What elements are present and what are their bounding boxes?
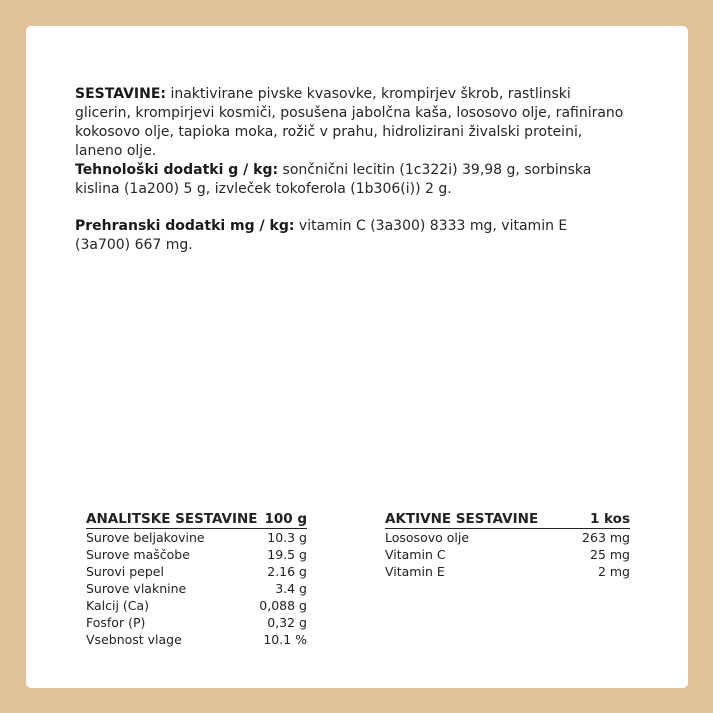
- analytical-constituents-table: [86, 511, 307, 648]
- analytical-header-value: 100 g: [259, 511, 307, 529]
- nutritional-additives-label: Prehranski dodatki mg / kg:: [75, 218, 295, 234]
- row-name: Vsebnost vlage: [86, 632, 182, 647]
- active-header-name: AKTIVNE SESTAVINE: [385, 511, 572, 529]
- table-row: [86, 580, 307, 597]
- active-header-value: 1 kos: [572, 511, 630, 529]
- row-name: Surove vlaknine: [86, 581, 187, 596]
- table-row: [385, 529, 630, 547]
- row-value: 0,088 g: [259, 598, 307, 613]
- table-row: [86, 563, 307, 580]
- analytical-header-name: ANALITSKE SESTAVINE: [86, 511, 258, 527]
- row-name: Lososovo olje: [385, 530, 470, 545]
- row-name: Surove beljakovine: [86, 530, 205, 545]
- active-ingredients-table: [385, 511, 630, 580]
- table-row: [86, 614, 307, 631]
- table-row: [86, 631, 307, 648]
- table-header-row: [385, 511, 630, 529]
- technological-additives-label: Tehnološki dodatki g / kg:: [75, 162, 279, 178]
- row-value: 263 mg: [582, 530, 630, 545]
- table-header-row: [86, 511, 307, 529]
- row-value: 19.5 g: [267, 547, 307, 562]
- row-name: Vitamin C: [385, 547, 446, 562]
- technological-additives-paragraph: [75, 161, 625, 199]
- table-row: [385, 563, 630, 580]
- table-row: [86, 597, 307, 614]
- row-value: 10.3 g: [267, 530, 307, 545]
- row-value: 10.1 %: [263, 632, 307, 647]
- row-value: 3.4 g: [275, 581, 307, 596]
- row-name: Surovi pepel: [86, 564, 164, 579]
- table-row: [86, 546, 307, 563]
- row-value: 2 mg: [597, 564, 630, 579]
- row-name: Vitamin E: [385, 564, 445, 579]
- row-value: 25 mg: [590, 547, 630, 562]
- row-name: Fosfor (P): [86, 615, 146, 630]
- row-name: Surove maščobe: [86, 547, 190, 562]
- ingredients-text: inaktivirane pivske kvasovke, krompirjev škrob, rastlinski glicerin, krompirjevi kosmiči, posušena jabolčna kaša, lososovo olje, rafinirano kokosovo olje, tapioka moka, rožič v prahu, hidrolizirani živalski proteini, laneno olje.: [75, 86, 624, 159]
- ingredients-label: SESTAVINE:: [75, 86, 166, 102]
- row-value: 0,32 g: [267, 615, 307, 630]
- label-card: [26, 26, 688, 688]
- table-row: [86, 529, 307, 547]
- table-row: [385, 546, 630, 563]
- nutritional-additives-text: vitamin C (3a300) 8333 mg, vitamin E (3a700) 667 mg.: [75, 218, 568, 253]
- row-value: 2.16 g: [267, 564, 307, 579]
- row-name: Kalcij (Ca): [86, 598, 150, 613]
- nutritional-additives-paragraph: [75, 217, 625, 255]
- ingredients-paragraph: [75, 85, 625, 161]
- technological-additives-text: sončnični lecitin (1c322i) 39,98 g, sorbinska kislina (1a200) 5 g, izvleček tokoferola (1b306(i)) 2 g.: [75, 162, 592, 197]
